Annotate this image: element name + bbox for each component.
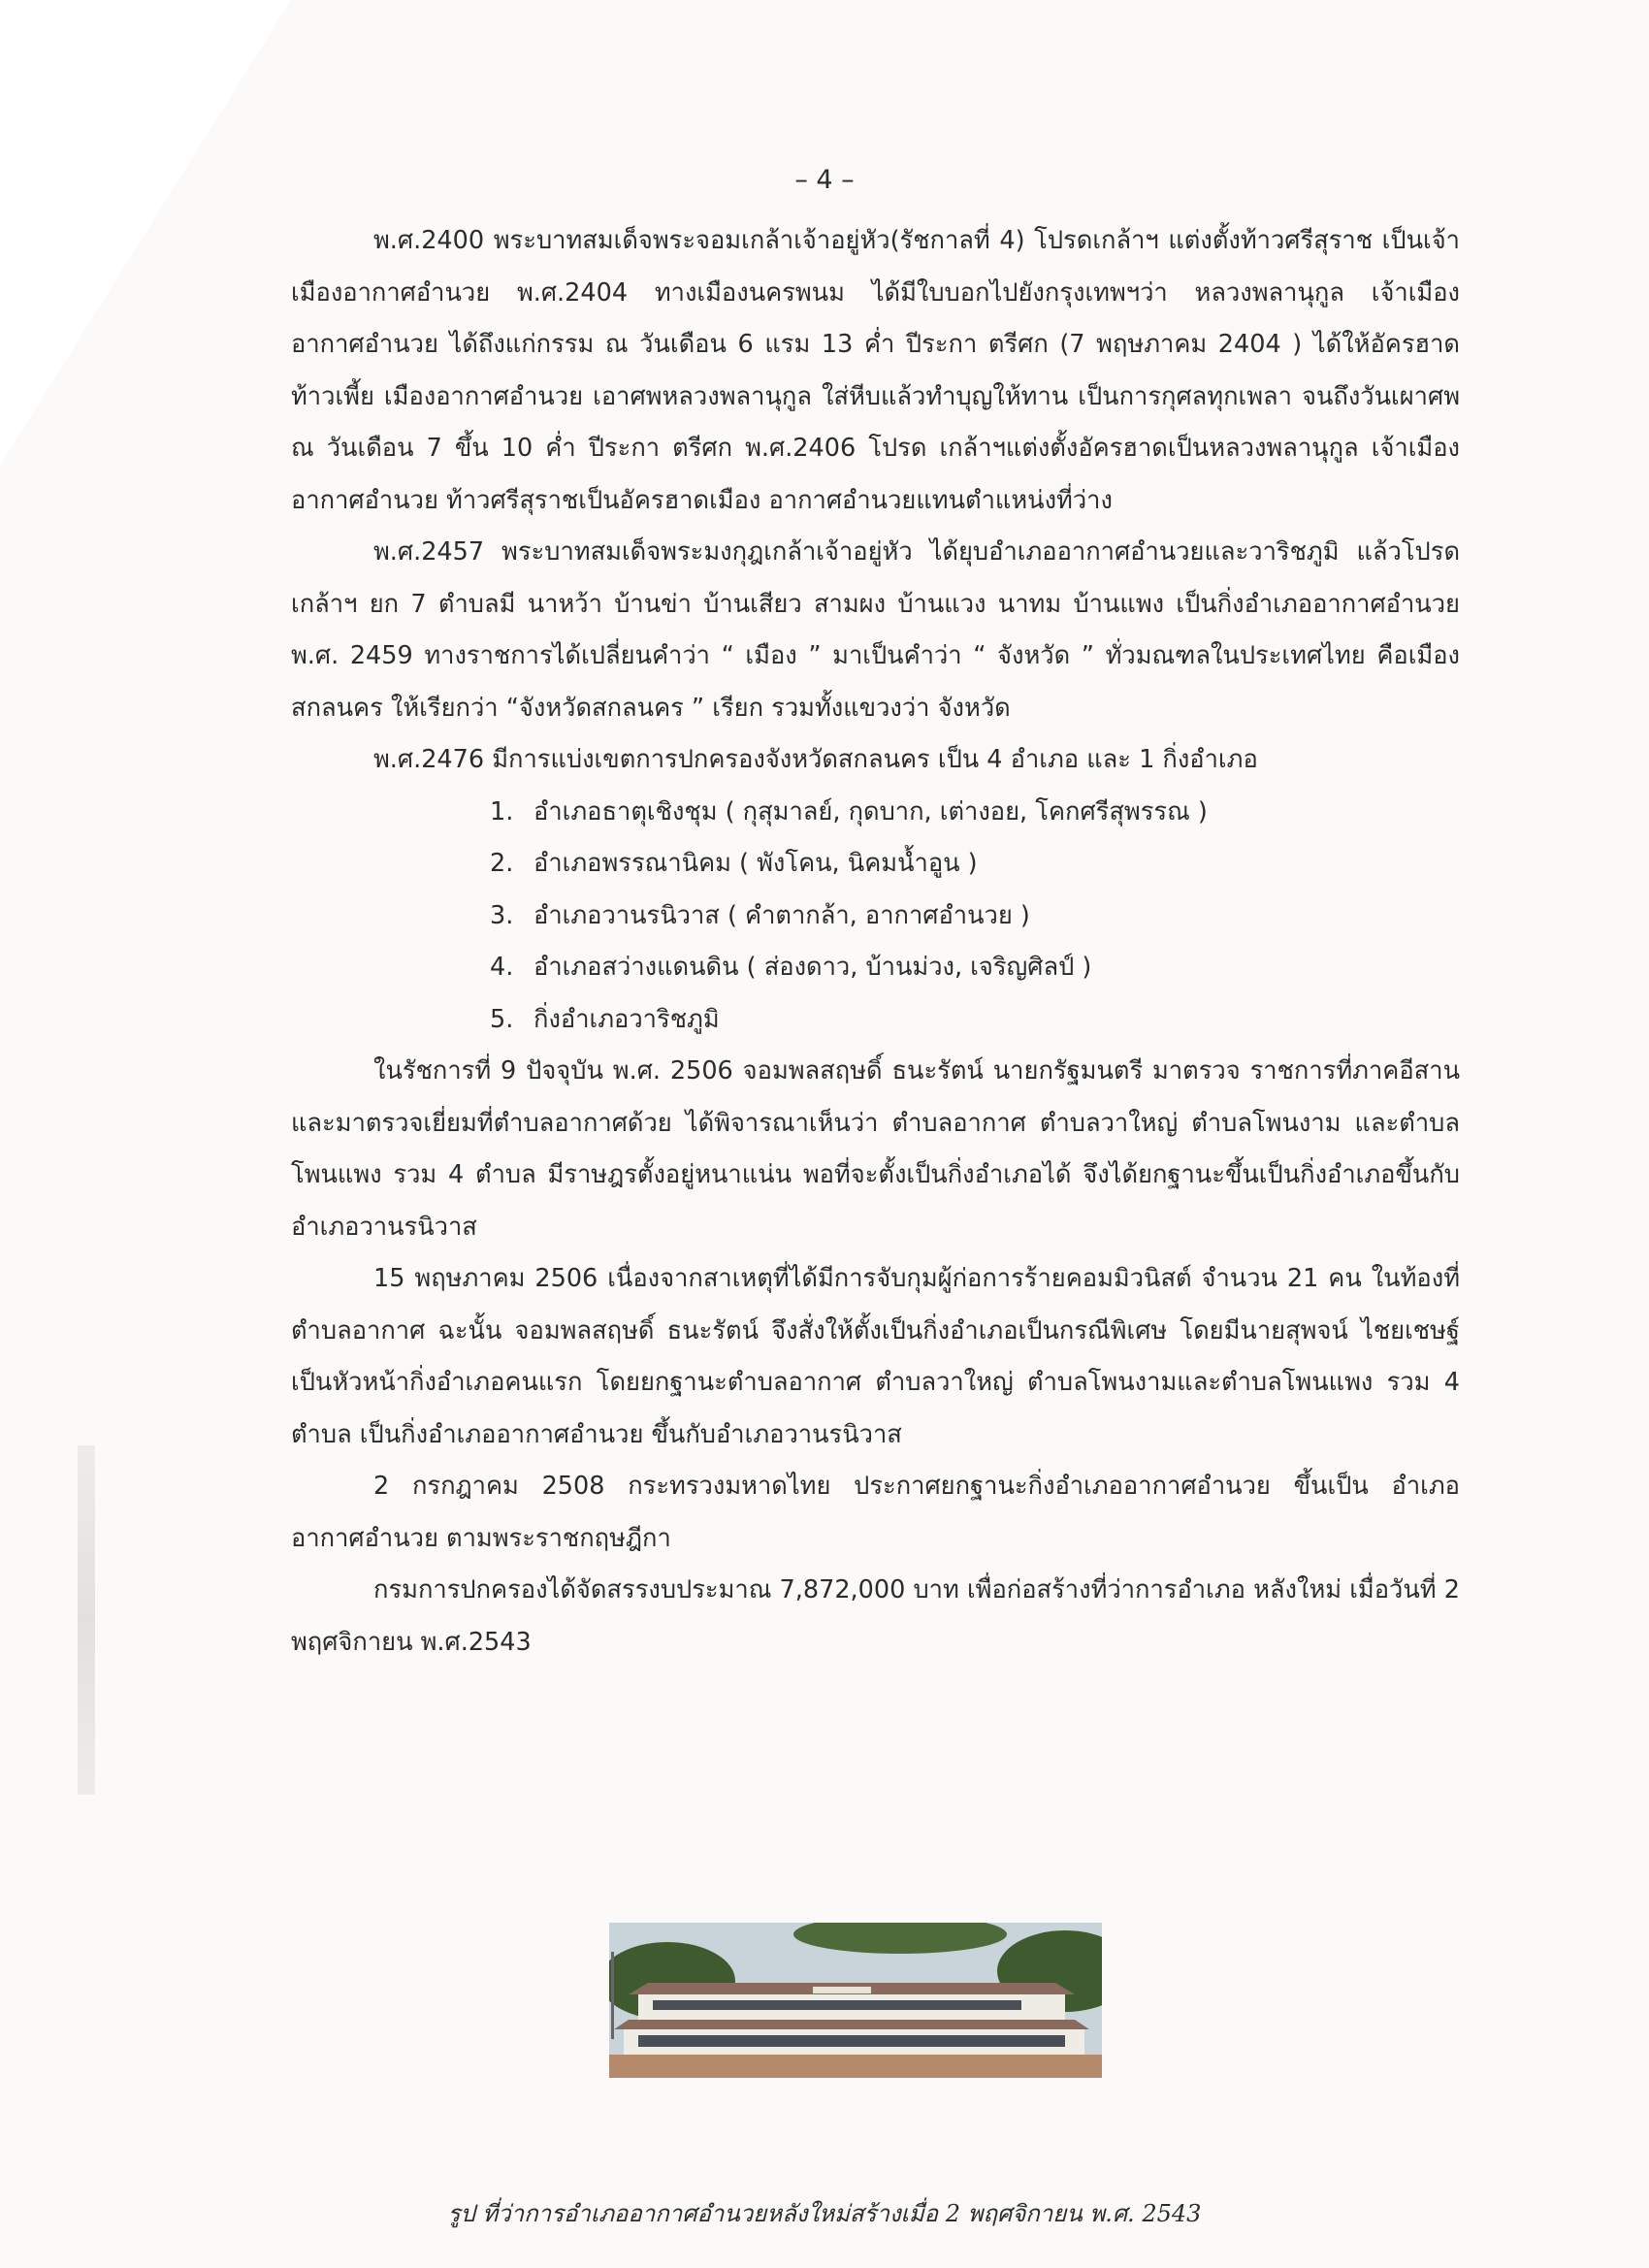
paragraph-1: พ.ศ.2400 พระบาทสมเด็จพระจอมเกล้าเจ้าอยู่หัว(รัชกาลที่ 4) โปรดเกล้าฯ แต่งตั้งท้าวศรีสุราช เป็นเจ้าเมืองอากาศอำนวย พ.ศ.2404 ทางเมืองนครพนม ได้มีใบบอกไปยังกรุงเทพฯว่า หลวงพลานุกูล เจ้าเมืองอากาศอำนวย ได้ถึงแก่กรรม ณ วันเดือน 6 แรม 13 ค่ำ ปีระกา ตรีศก (7 พฤษภาคม 2404 ) ได้ให้อัครฮาด ท้าวเพี้ย เมืองอากาศอำนวย เอาศพหลวงพลานุกูล ใส่หีบแล้วทำบุญให้ทาน เป็นการกุศลทุกเพลา จนถึงวันเผาศพ ณ วันเดือน 7 ขึ้น 10 ค่ำ ปีระกา ตรีศก พ.ศ.2406 โปรด เกล้าฯแต่งตั้งอัครฮาดเป็นหลวงพลานุกูล เจ้าเมืองอากาศอำนวย ท้าวศรีสุราชเป็นอัครฮาดเมือง อากาศอำนวยแทนตำแหน่งที่ว่าง [291, 226, 1460, 515]
district-office-photo [609, 1923, 1102, 2078]
paragraph-2: พ.ศ.2457 พระบาทสมเด็จพระมงกุฎเกล้าเจ้าอยู่หัว ได้ยุบอำเภออากาศอำนวยและวาริชภูมิ แล้วโปรดเกล้าฯ ยก 7 ตำบลมี นาหว้า บ้านข่า บ้านเสียว สามผง บ้านแวง นาทม บ้านแพง เป็นกิ่งอำเภออากาศอำนวย พ.ศ. 2459 ทางราชการได้เปลี่ยนคำว่า “ เมือง ” มาเป็นคำว่า “ จังหวัด ” ทั่วมณฑลในประเทศไทย คือเมืองสกลนคร ให้เรียกว่า “จังหวัดสกลนคร ” เรียก รวมทั้งแขวงว่า จังหวัด [291, 537, 1460, 723]
paragraph-7: กรมการปกครองได้จัดสรรงบประมาณ 7,872,000 บาท เพื่อก่อสร้างที่ว่าการอำเภอ หลังใหม่ เมื่อวันที่ 2 พฤศจิกายน พ.ศ.2543 [291, 1575, 1460, 1657]
list-item: 3. อำเภอวานรนิวาส ( คำตากล้า, อากาศอำนวย ) [490, 900, 1030, 930]
district-list [291, 787, 1460, 1047]
paragraph-6: 2 กรกฎาคม 2508 กระทรวงมหาดไทย ประกาศยกฐานะกิ่งอำเภออากาศอำนวย ขึ้นเป็น อำเภออากาศอำนวย ตามพระราชกฤษฎีกา [291, 1472, 1460, 1553]
list-item: 1. อำเภอธาตุเชิงชุม ( กุสุมาลย์, กุดบาก, เต่างอย, โคกศรีสุพรรณ ) [490, 796, 1208, 826]
paragraph-5: 15 พฤษภาคม 2506 เนื่องจากสาเหตุที่ได้มีการจับกุมผู้ก่อการร้ายคอมมิวนิสต์ จำนวน 21 คน ในท้องที่ตำบลอากาศ ฉะนั้น จอมพลสฤษดิ์ ธนะรัตน์ จึงสั่งให้ตั้งเป็นกิ่งอำเภอเป็นกรณีพิเศษ โดยมีนายสุพจน์ ไชยเชษฐ์ เป็นหัวหน้ากิ่งอำเภอคนแรก โดยยกฐานะตำบลอากาศ ตำบลวาใหญ่ ตำบลโพนงามและตำบลโพนแพง รวม 4 ตำบล เป็นกิ่งอำเภออากาศอำนวย ขึ้นกับอำเภอวานรนิวาส [291, 1264, 1460, 1449]
list-item: 2. อำเภอพรรณานิคม ( พังโคน, นิคมน้ำอูน ) [490, 849, 978, 878]
photo-roof-lower [614, 2020, 1089, 2029]
folded-corner [0, 0, 291, 466]
photo-sign [813, 1987, 871, 1993]
scan-mark [78, 1445, 95, 1795]
body-text [291, 215, 1460, 1669]
paragraph-3: พ.ศ.2476 มีการแบ่งเขตการปกครองจังหวัดสกลนคร เป็น 4 อำเภอ และ 1 กิ่งอำเภอ [373, 745, 1258, 774]
page-number: – 4 – [794, 165, 855, 195]
figure-caption: รูป ที่ว่าการอำเภออากาศอำนวยหลังใหม่สร้างเมื่อ 2 พฤศจิกายน พ.ศ. 2543 [447, 2200, 1202, 2227]
paragraph-4: ในรัชการที่ 9 ปัจจุบัน พ.ศ. 2506 จอมพลสฤษดิ์ ธนะรัตน์ นายกรัฐมนตรี มาตรวจ ราชการที่ภาคอีสาน และมาตรวจเยี่ยมที่ตำบลอากาศด้วย ได้พิจารณาเห็นว่า ตำบลอากาศ ตำบลวาใหญ่ ตำบลโพนงาม และตำบลโพนแพง รวม 4 ตำบล มีราษฎรตั้งอยู่หนาแน่น พอที่จะตั้งเป็นกิ่งอำเภอได้ จึงได้ยกฐานะขึ้นเป็นกิ่งอำเภอขึ้นกับอำเภอวานรนิวาส [291, 1056, 1460, 1242]
photo-flagpole [611, 1952, 614, 2039]
photo-ground [609, 2055, 1102, 2078]
list-item: 4. อำเภอสว่างแดนดิน ( ส่องดาว, บ้านม่วง, เจริญศิลป์ ) [490, 953, 1092, 982]
list-item: 5. กิ่งอำเภอวาริชภูมิ [490, 1004, 720, 1034]
